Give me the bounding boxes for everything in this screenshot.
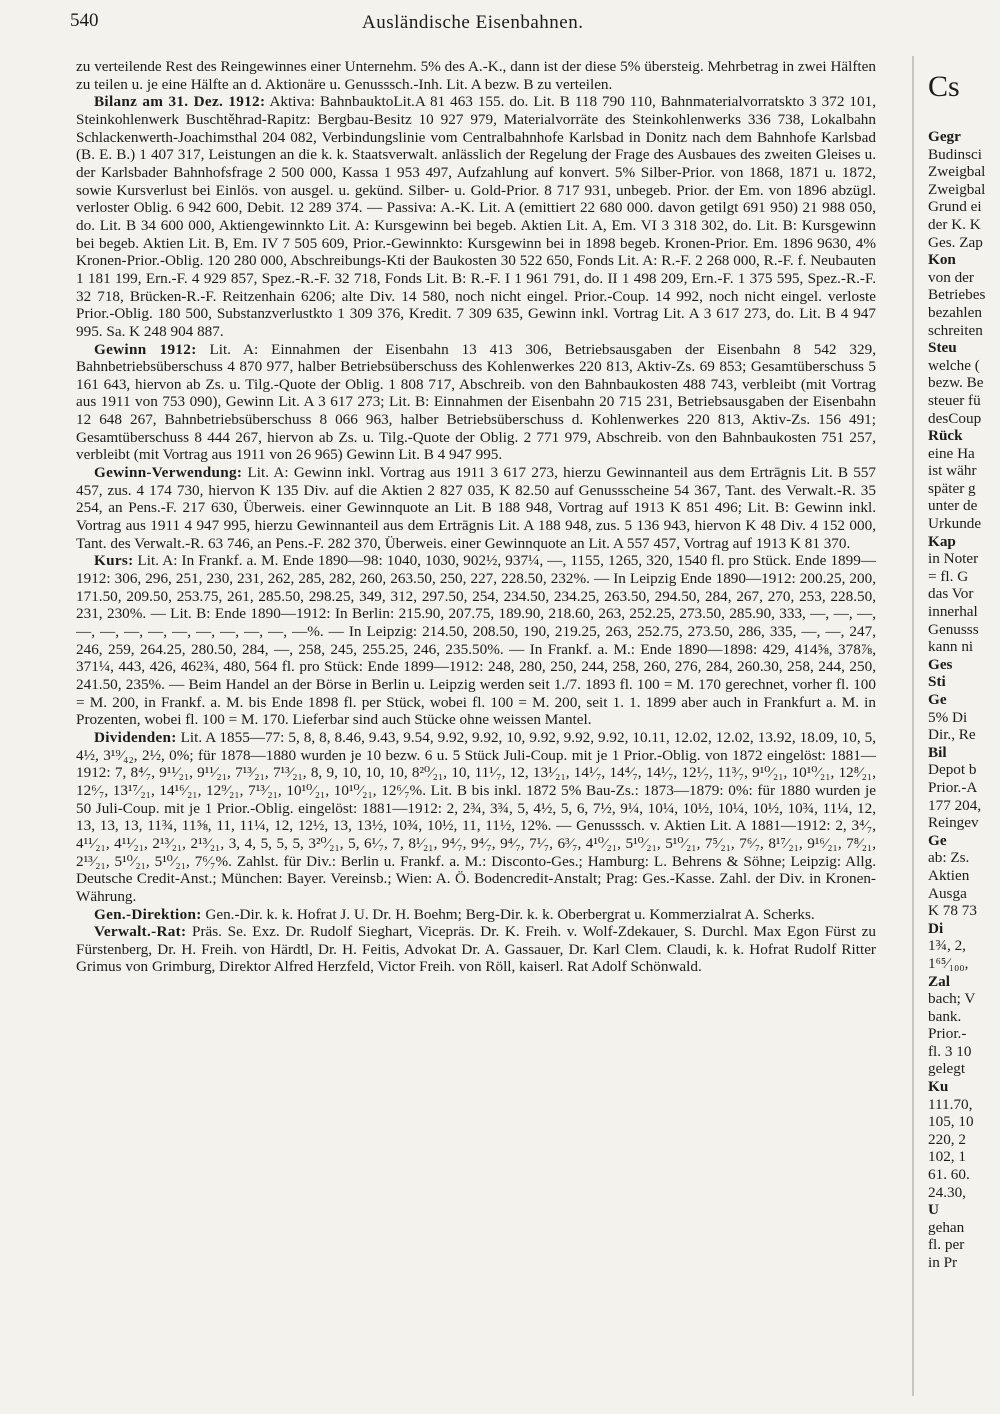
fragment-line: Steu <box>928 339 957 357</box>
fragment-line: 24.30, <box>928 1183 966 1201</box>
fragment-line: Di <box>928 919 944 937</box>
fragment-line: 1¾, 2, <box>928 937 966 955</box>
page-header <box>70 8 890 40</box>
fragment-line: = fl. G <box>928 567 969 585</box>
fragment-line: Cs <box>928 70 960 103</box>
fragment-line: Aktien <box>928 866 970 884</box>
fragment-line: Ausga <box>928 884 967 902</box>
fragment-line: K 78 73 <box>928 902 977 920</box>
section-heading: Gen.-Direktion: <box>94 905 202 923</box>
fragment-line: Kon <box>928 251 956 269</box>
paragraph <box>76 341 876 465</box>
fragment-line: 111.70, <box>928 1095 973 1113</box>
paragraph <box>76 93 876 340</box>
fragment-line: Prior.- <box>928 1025 967 1043</box>
paragraph-text: Lit. A: Einnahmen der Eisenbahn 13 413 306, Betriebsausgaben der Eisenbahn 8 542 329, Bahnbetriebsüberschuss 4 870 977, halber Betriebsüberschuss des Kohlenwerkes 220 813, Aktiv-Zs. 69 853; Gesamtüberschuss 5 161 643, hiervon ab Zs. u. Tilg.-Quote der Oblig. 1 808 717, Abschreib. von den Bahnbaukosten 488 743, verbleibt (mit Vortrag aus 1911 von 753 090), Gewinn Lit. A 3 617 273; Lit. B: Einnahmen der Eisenbahn 20 715 231, Betriebsausgaben der Eisenbahn 12 648 267, Bahnbetriebsüberschuss 8 066 963, halber Betriebsüberschuss d. Kohlenwerkes 220 813, Aktiv-Zs. 156 491; Gesamtüberschuss 8 444 267, hiervon ab Zs. u. Tilg.-Quote der Oblig. 2 771 979, Abschreib. von den Bahnbaukosten 751 257, verbleibt (mit Vortrag aus 1911 von 26 965) Gewinn Lit. B 4 947 995. <box>76 340 876 464</box>
section-heading: Gewinn 1912: <box>94 340 197 358</box>
paragraph <box>76 906 876 924</box>
fragment-line: in Pr <box>928 1254 958 1271</box>
fragment-line: Dir., Re <box>928 726 976 744</box>
column-gutter <box>912 56 914 1396</box>
fragment-line: schreiten <box>928 321 983 339</box>
fragment-line: 61. 60. <box>928 1166 970 1184</box>
section-heading: Verwalt.-Rat: <box>94 923 187 941</box>
paragraph <box>76 464 876 552</box>
fragment-line: das Vor <box>928 585 974 603</box>
fragment-line: Gegr <box>928 128 961 145</box>
fragment-line: 220, 2 <box>928 1130 966 1148</box>
section-heading: Kurs: <box>94 552 134 570</box>
section-heading: Dividenden: <box>94 728 177 746</box>
fragment-line: Prior.-A <box>928 778 978 796</box>
fragment-line: Zweigbal <box>928 163 986 181</box>
fragment-line: Zweigbal <box>928 180 986 198</box>
main-text-column <box>76 58 876 1403</box>
fragment-line: fl. per <box>928 1236 965 1254</box>
fragment-line: von der <box>928 268 974 286</box>
fragment-line: Kap <box>928 532 956 550</box>
fragment-line: 102, 1 <box>928 1148 966 1166</box>
page-number: 540 <box>70 10 99 31</box>
fragment-line: bezw. Be <box>928 374 984 392</box>
fragment-line: gelegt <box>928 1060 966 1078</box>
fragment-line: der K. K <box>928 215 981 233</box>
fragment-line: U <box>928 1201 939 1219</box>
paragraph-text: Lit. A 1855—77: 5, 8, 8, 8.46, 9.43, 9.54, 9.92, 9.92, 10, 9.92, 9.92, 9.92, 10.11, 12.02, 12.02, 13.92, 18.09, 10, 5, 4½, 3¹⁹⁄₄₂, 2½, 0%; für 1878—1880 wurden je 10 bezw. 6 u. 5 Stück Juli-Coup. mit je 1 Prior.-Oblig. von 1872 eingelöst: 1881—1912: 7, 8⁴⁄₇, 9¹¹⁄₂₁, 9¹¹⁄₂₁, 7¹³⁄₂₁, 7¹³⁄₂₁, 8, 9, 10, 10, 10, 8²⁰⁄₂₁, 10, 11¹⁄₇, 12, 13¹⁄₂₁, 14¹⁄₇, 14⁴⁄₇, 14¹⁄₇, 12¹⁄₇, 11³⁄₇, 9¹⁰⁄₂₁, 10¹⁰⁄₂₁, 12⁸⁄₂₁, 12⁶⁄₇, 13¹⁷⁄₂₁, 14¹⁶⁄₂₁, 12⁹⁄₂₁, 7¹³⁄₂₁, 10¹⁰⁄₂₁, 10¹⁰⁄₂₁, 12⁶⁄₇%. Lit. B bis inkl. 1872 5% Bau-Zs.: 1873—1879: 0%: für 1880 wurden je 50 Juli-Coup. mit je 1 Prior.-Oblig. eingelöst: 1881—1912: 2, 2¾, 3¾, 5, 4½, 5, 6, 7½, 9¼, 10¼, 10½, 10¼, 10½, 10¾, 11¼, 12, 13, 13, 13, 11¾, 11⅝, 11, 11¼, 12, 12½, 13, 13½, 10¾, 10½, 11, 11½, 12%. — Genusssch. v. Aktien Lit. A 1881—1912: 2, 3⁴⁄₇, 4¹¹⁄₂₁, 4¹¹⁄₂₁, 2¹³⁄₂₁, 2¹³⁄₂₁, 3, 4, 5, 5, 5, 3²⁰⁄₂₁, 5, 6¹⁄₇, 7, 8¹⁄₂₁, 9⁴⁄₇, 9⁴⁄₇, 9⁴⁄₇, 7¹⁄₇, 6³⁄₇, 4¹⁰⁄₂₁, 5¹⁰⁄₂₁, 5¹⁰⁄₂₁, 7⁵⁄₂₁, 7⁶⁄₇, 8¹⁷⁄₂₁, 9¹⁶⁄₂₁, 7⁸⁄₂₁, 2¹³⁄₂₁, 5¹⁰⁄₂₁, 5¹⁰⁄₂₁, 7⁶⁄₇%. Zahlst. für Div.: Berlin u. Frankf. a. M.: Disconto-Ges.; Hamburg: L. Behrens & Söhne; Leipzig: Allg. Deutsche Credit-Anst.; München: Bayer. Vereinsb.; Wien: A. Ö. Bodencredit-Anstalt; Prag: Ges.-Kasse. Zahl. der Div. in Kronen-Währung. <box>76 728 876 905</box>
paragraph-text: Lit. A: In Frankf. a. M. Ende 1890—98: 1040, 1030, 902½, 937¼, —, 1155, 1265, 320, 1540 fl. pro Stück. Ende 1899—1912: 306, 296, 251, 230, 231, 262, 285, 282, 260, 263.50, 250, 227, 228.50, 232%. — In Leipzig Ende 1890—1912: 200.25, 200, 171.50, 209.50, 253.75, 261, 285.50, 298.25, 349, 312, 297.50, 254, 234.50, 234.25, 263.50, 294.50, 284, 267, 270, 253, 228.50, 231, 230%. — Lit. B: Ende 1890—1912: In Berlin: 215.90, 207.75, 189.90, 218.60, 263, 252.25, 273.50, 285.90, 333, —, —, —, —, —, —, —, —, —, —, —, —, —%. — In Leipzig: 214.50, 208.50, 190, 219.25, 263, 252.75, 273.50, 286, 335, —, —, 247, 246, 259, 264.25, 280.50, 284, —, 258, 245, 255.25, 246, 235.50%. — In Frankf. a. M.: Ende 1890—1898: 429, 414⅝, 378⅞, 371¼, 443, 426, 462¾, 480, 564 fl. pro Stück: Ende 1899—1912: 248, 280, 250, 244, 258, 260, 276, 284, 260.30, 258, 244, 250, 241.50, 235%. — Beim Handel an der Börse in Berlin u. Leipzig werden seit 1./7. 1893 fl. 100 = M. 170 gerechnet, vorher fl. 100 = M. 200, in Frankf. a. M. bis Ende 1898 fl. per Stück, wobei fl. 100 = M. 200, seit 1. 1. 1899 aber auch in Frankfurt a. M. in Prozenten, wobei fl. 100 = M. 170. Lieferbar sind auch Stücke ohne weissen Mantel. <box>76 552 876 729</box>
fragment-line: Zal <box>928 972 950 990</box>
fragment-line: Ku <box>928 1078 949 1096</box>
fragment-line: Grund ei <box>928 198 982 216</box>
fragment-line: Ges <box>928 655 953 673</box>
fragment-line: Betriebes <box>928 286 986 304</box>
fragment-line: Urkunde <box>928 515 982 533</box>
fragment-line: desCoup <box>928 409 982 427</box>
fragment-line: Budinsci <box>928 145 983 163</box>
fragment-line: 1⁶⁵⁄₁₀₀, <box>928 954 969 972</box>
adjacent-page-fragment <box>928 58 1000 1403</box>
fragment-line: Ges. Zap <box>928 233 983 251</box>
fragment-line: Reingev <box>928 814 979 832</box>
fragment-line: ist währ <box>928 462 977 480</box>
section-heading: Bilanz am 31. Dez. 1912: <box>94 93 266 111</box>
paragraph-text: Lit. A: Gewinn inkl. Vortrag aus 1911 3 617 273, hierzu Gewinnanteil aus dem Ertrāgnis Lit. B 557 457, zus. 4 174 730, hiervon K 135 Div. auf die Aktien 2 827 035, K 82.50 auf Genussscheine 54 367, Tant. des Verwalt.-R. 35 254, an Pens.-F. 217 630, Überweis. einer Gewinnquote an Lit. B 188 948, Vortrag auf 1913 K 851 496; Lit. B: Gewinn inkl. Vortrag aus 1911 4 947 995, hierzu Gewinnanteil aus dem Ertrāgnis Lit. A 188 948, zus. 5 136 943, hiervon K 48 Div. 4 152 000, Tant. des Verwalt.-R. 63 746, an Pens.-F. 282 370, Überweis. einer Gewinnquote an Lit. A 557 457, Vortrag auf 1913 K 81 370. <box>76 464 876 552</box>
fragment-line: 105, 10 <box>928 1113 974 1131</box>
fragment-line: ab: Zs. <box>928 849 970 867</box>
paragraph <box>76 552 876 729</box>
section-heading: Gewinn-Verwendung: <box>94 464 243 482</box>
fragment-line: Bil <box>928 743 947 761</box>
paragraph <box>76 923 876 976</box>
fragment-line: bank. <box>928 1007 962 1025</box>
paragraph <box>76 729 876 906</box>
paragraph-text: Aktiva: BahnbauktoLit.A 81 463 155. do. Lit. B 118 790 110, Bahnmaterialvorratskto 3 372 101, Steinkohlenwerk Buschtěhrad-Rapitz: Bergbau-Besitz 10 927 979, Materialvorräte des Steinkohlenwerks 336 738, Lokalbahn Schlackenwerth-Joachimsthal 204 082, Verbindungslinie vom Centralbahnhofe Karlsbad in Donitz nach dem Bahnhofe Karlsbad (B. E. B.) 1 407 317, Leistungen an die k. k. Staatsverwalt. anlässlich der Regelung der Frage des Ausbaues des zweiten Gleises u. der Karlsbader Bahnhofsfrage 2 500 000, Kassa 1 953 497, Aufzahlung auf konvert. 5% Silber-Prior. von 1868, 1871 u. 1872, sowie Kursverlust bei Einlös. von ausgel. u. gekünd. Silber- u. Gold-Prior. 8 717 931, unbegeb. Prior. der Em. von 1896 abzügl. verloster Oblig. 6 942 600, Debit. 12 289 374. — Passiva: A.-K. Lit. A (emittiert 22 680 000. davon getilgt 691 950) 21 988 050, do. Lit. B 34 600 000, Aktiengewinnkto Lit. A: Kursgewinn bei begeb. Aktien Lit. A, Em. VI 3 318 302, do. Lit. B: Kursgewinn bei begeb. Aktien Lit. B, Em. IV 7 505 609, Prior.-Gewinnkto: Kursgewinn bei in 1898 begeb. Kronen-Prior. Em. 1896 9630, 4% Kronen-Prior.-Oblig. 120 280 000, Abschreibungs-Kti der Baukosten 30 522 650, Fonds Lit. A: R.-F. 2 268 000, R.-F. f. Neubauten 1 181 199, Ern.-F. 4 929 857, Spez.-R.-F. 32 718, Fonds Lit. B: R.-F. I 1 961 791, do. II 1 498 209, Ern.-F. 1 375 595, Spez.-R.-F. 32 718, Brücken-R.-F. Reitzenhain 6206; alte Div. 14 580, noch nicht eingel. Prior.-Coup. 14 992, noch nicht eingel. verloste Prior.-Oblig. 180 500, Substanzverlustkto 1 309 376, Kredit. 7 309 635, Gewinn inkl. Vortrag Lit. A 3 617 273, do. Lit. B 4 947 995. Sa. K 248 904 887. <box>76 93 876 340</box>
fragment-line: in Noter <box>928 550 979 568</box>
fragment-line: bezahlen <box>928 303 982 321</box>
fragment-line: Sti <box>928 673 946 691</box>
paragraph-text: Gen.-Dir. k. k. Hofrat J. U. Dr. H. Boehm; Berg-Dir. k. k. Oberbergrat u. Kommerzialrat A. Scherks. <box>205 905 815 923</box>
fragment-line: Rück <box>928 427 963 445</box>
running-head: Ausländische Eisenbahnen. <box>362 12 584 33</box>
fragment-line: Ge <box>928 831 947 849</box>
fragment-line: welche ( <box>928 356 980 374</box>
fragment-line: kann ni <box>928 638 974 656</box>
fragment-line: bach; V <box>928 990 976 1008</box>
fragment-line: innerhal <box>928 603 978 621</box>
fragment-line: 5% Di <box>928 708 968 726</box>
fragment-line: Ge <box>928 691 947 708</box>
paragraph <box>76 58 876 93</box>
fragment-line: Genusss <box>928 620 979 638</box>
fragment-line: steuer fü <box>928 391 981 409</box>
fragment-line: Depot b <box>928 761 977 779</box>
paragraph-text: zu verteilende Rest des Reingewinnes einer Unternehm. 5% des A.-K., dann ist der diese 5% übersteig. Mehrbetrag in zwei Hälften zu teilen u. je eine Hälfte an d. Aktionäre u. Genusssch.-Inh. Lit. A bezw. B zu verteilen. <box>76 58 876 93</box>
fragment-line: später g <box>928 479 976 497</box>
fragment-line: 177 204, <box>928 796 982 814</box>
fragment-line: eine Ha <box>928 444 975 462</box>
paragraph-text: Präs. Se. Exz. Dr. Rudolf Sieghart, Vicepräs. Dr. K. Freih. v. Wolf-Zdekauer, S. Durchl. Max Egon Fürst zu Fürstenberg, Dr. H. Freih. von Härdtl, Dr. H. Feitis, Advokat Dr. A. Gassauer, Dr. Karl Clem. Claudi, k. k. Hofrat Rudolf Ritter Grimus von Grimburg, Direktor Alfred Herzfeld, Victor Freih. von Röll, kaiserl. Rat Adolf Schönwald. <box>76 923 876 976</box>
fragment-line: unter de <box>928 497 978 515</box>
fragment-line: gehan <box>928 1218 965 1236</box>
fragment-line: fl. 3 10 <box>928 1042 972 1060</box>
